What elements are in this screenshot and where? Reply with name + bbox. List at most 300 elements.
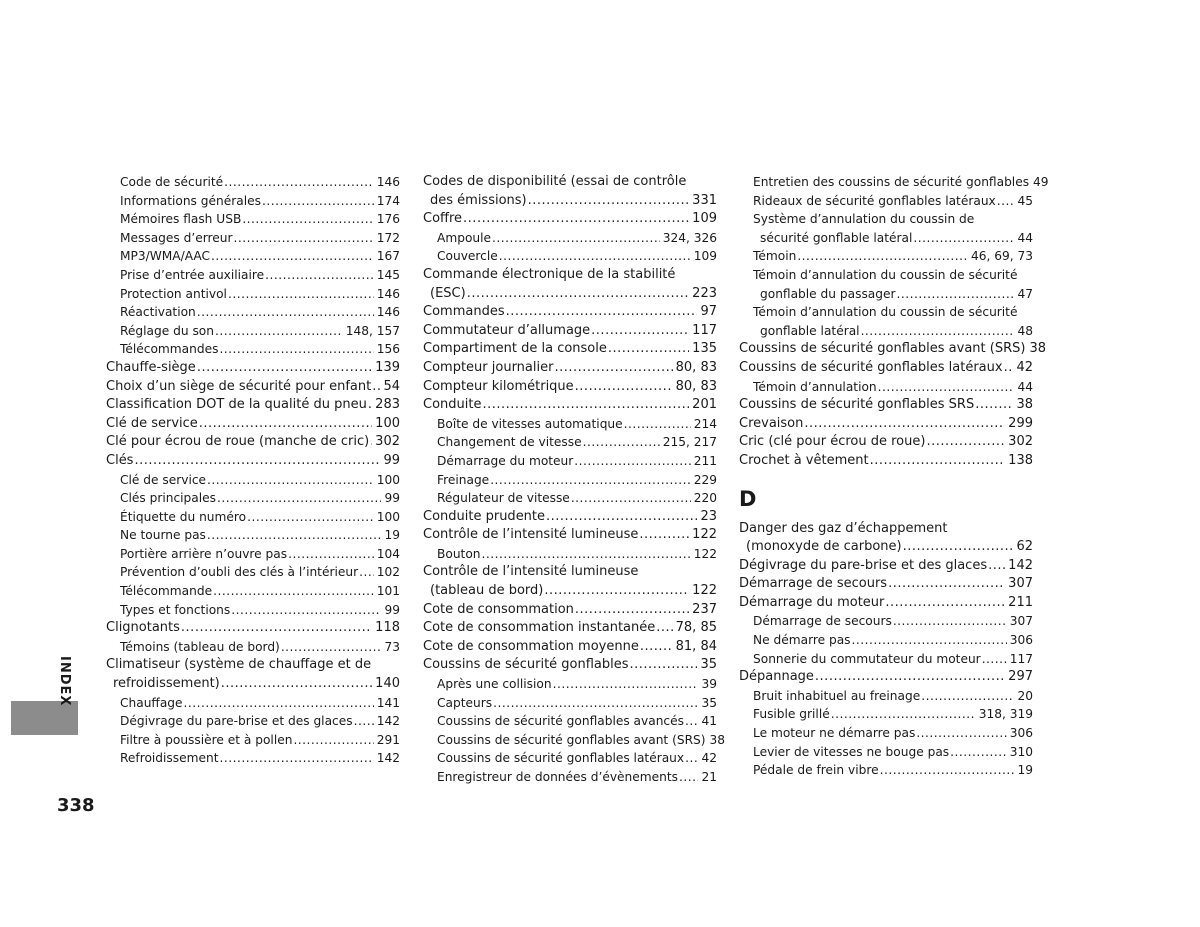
index-subentry [106, 229, 400, 248]
index-entry [739, 538, 1033, 557]
entry-text: Bruit inhabituel au freinage [753, 688, 921, 703]
entry-page-reference: 297 [1008, 669, 1033, 685]
dot-leader [219, 340, 373, 359]
entry-text: Commutateur d’allumage [423, 322, 591, 338]
index-entry [423, 340, 717, 359]
dot-leader [926, 433, 1005, 452]
index-subentry [739, 705, 1033, 724]
index-tab-label: INDEX [57, 656, 72, 707]
entry-page-reference: 302 [375, 434, 400, 450]
entry-text: Coussins de sécurité gonflables avant (SRS) [437, 732, 706, 747]
entry-text: Classification DOT de la qualité du pneu [106, 397, 367, 413]
index-entry [423, 526, 717, 545]
entry-page-reference: 223 [692, 285, 717, 301]
dot-leader [639, 526, 689, 545]
dot-leader [221, 675, 372, 694]
entry-text: des émissions) [430, 192, 527, 208]
entry-page-reference: 81, 84 [675, 638, 717, 654]
dot-leader [916, 724, 1006, 743]
entry-page-reference: 54 [383, 378, 400, 394]
entry-page-reference: 21 [701, 770, 717, 784]
dot-leader [575, 378, 673, 397]
index-subentry [106, 303, 400, 322]
dot-leader [134, 452, 380, 471]
index-entry [739, 594, 1033, 613]
entry-page-reference: 172 [376, 230, 400, 245]
index-subentry [739, 612, 1033, 631]
entry-text: Commande électronique de la stabilité [423, 266, 676, 282]
dot-leader [685, 749, 698, 768]
entry-page-reference: 19 [1017, 763, 1033, 778]
entry-page-reference: 100 [375, 415, 400, 431]
entry-page-reference: 307 [1009, 614, 1033, 629]
entry-text: Compartiment de la console [423, 341, 607, 357]
entry-page-reference: 99 [383, 452, 400, 468]
dot-leader [685, 712, 699, 731]
index-subentry [739, 322, 1033, 341]
entry-text: MP3/WMA/AAC [120, 249, 211, 264]
entry-text: Climatiseur (système de chauffage et de [106, 657, 372, 673]
entry-text: Dépannage [739, 669, 814, 685]
index-entry [423, 359, 717, 378]
entry-page-reference: 102 [376, 565, 400, 580]
index-subentry [106, 712, 400, 731]
index-subentry [106, 601, 400, 620]
dot-leader [493, 694, 698, 713]
entry-text: Rideaux de sécurité gonflables latéraux [753, 193, 996, 208]
index-entry [739, 433, 1033, 452]
index-column-2 [423, 173, 726, 787]
index-subentry [423, 545, 717, 564]
entry-text: Messages d’erreur [120, 230, 233, 245]
entry-text: Coffre [423, 211, 463, 227]
entry-page-reference: 167 [376, 249, 400, 264]
entry-page-reference: 306 [1009, 726, 1033, 741]
entry-page-reference: 215, 217 [662, 435, 717, 450]
entry-page-reference: 117 [692, 322, 717, 338]
entry-text: Bouton [437, 546, 481, 561]
entry-text: Enregistreur de données d’évènements [437, 770, 679, 784]
entry-text: Protection antivol [120, 286, 227, 301]
entry-page-reference: 146 [376, 286, 400, 301]
dot-leader [861, 322, 1015, 341]
entry-page-reference: 142 [1008, 557, 1033, 573]
entry-text: Clés principales [120, 491, 217, 506]
dot-leader [608, 340, 689, 359]
entry-page-reference: 148, 157 [345, 323, 400, 338]
entry-text: Portière arrière n’ouvre pas [120, 546, 288, 561]
entry-text: Cote de consommation instantanée [423, 620, 656, 636]
entry-page-reference: 44 [1017, 230, 1033, 245]
dot-leader [656, 619, 672, 638]
entry-text: Choix d’un siège de sécurité pour enfant [106, 378, 372, 394]
entry-text: Clé pour écrou de roue (manche de cric) [106, 434, 370, 450]
entry-text: Capteurs [437, 695, 493, 710]
index-entry [739, 575, 1033, 594]
entry-page-reference: 214 [693, 416, 717, 431]
dot-leader [492, 229, 660, 248]
index-subentry [739, 303, 1033, 322]
index-entry [423, 192, 717, 211]
entry-page-reference: 201 [692, 397, 717, 413]
index-subentry [739, 210, 1033, 229]
entry-page-reference: 46, 69, 73 [970, 249, 1033, 264]
dot-leader [262, 192, 374, 211]
dot-leader [213, 582, 374, 601]
entry-text: Témoin d’annulation [753, 379, 877, 394]
entry-text: Crochet à vêtement [739, 452, 869, 468]
entry-page-reference: 62 [1016, 539, 1033, 555]
entry-text: Refroidissement [120, 751, 219, 766]
index-entry [106, 396, 400, 415]
dot-leader [354, 712, 374, 731]
index-subentry [106, 489, 400, 508]
entry-page-reference: 100 [376, 472, 400, 487]
dot-leader [215, 322, 343, 341]
dot-leader [368, 396, 372, 415]
entry-page-reference: 99 [384, 491, 400, 506]
entry-text: Cric (clé pour écrou de roue) [739, 434, 926, 450]
entry-page-reference: 47 [1017, 286, 1033, 301]
index-entry [106, 359, 400, 378]
entry-text: Informations générales [120, 193, 261, 208]
entry-text: Sonnerie du commutateur du moteur [753, 651, 981, 666]
entry-text: Démarrage du moteur [739, 594, 885, 610]
entry-page-reference: 20 [1017, 688, 1033, 703]
entry-text: Clés [106, 452, 134, 468]
dot-leader [880, 761, 1015, 780]
dot-leader [878, 378, 1015, 397]
entry-page-reference: 48 [1017, 323, 1033, 338]
dot-leader [181, 619, 372, 638]
dot-leader [207, 526, 382, 545]
index-subentry [423, 712, 717, 731]
entry-page-reference: 19 [384, 528, 400, 543]
entry-page-reference: 156 [376, 342, 400, 357]
index-entry [423, 378, 717, 397]
entry-text: sécurité gonflable latéral [760, 230, 913, 245]
entry-text: Contrôle de l’intensité lumineuse [423, 527, 639, 543]
dot-leader [640, 638, 673, 657]
entry-text: (ESC) [430, 285, 466, 301]
entry-text: Mémoires flash USB [120, 212, 242, 227]
entry-page-reference: 101 [376, 584, 400, 599]
index-subentry [423, 452, 717, 471]
index-entry [423, 303, 717, 322]
entry-text: Après une collision [437, 677, 552, 692]
entry-page-reference: 35 [701, 695, 717, 710]
entry-text: Étiquette du numéro [120, 509, 247, 524]
index-subentry [739, 266, 1033, 285]
index-subentry [106, 173, 400, 192]
dot-leader [199, 415, 372, 434]
dot-leader [988, 557, 1005, 576]
entry-page-reference: 104 [376, 546, 400, 561]
entry-text: Entretien des coussins de sécurité gonflables [753, 175, 1030, 189]
entry-page-reference: 97 [700, 304, 717, 320]
index-entry [423, 656, 717, 675]
entry-text: Dégivrage du pare-brise et des glaces [739, 557, 988, 573]
entry-text: Clignotants [106, 620, 180, 636]
entry-page-reference: 146 [376, 305, 400, 320]
entry-text: Compteur kilométrique [423, 378, 574, 394]
entry-page-reference: 49 [1033, 175, 1049, 189]
index-subentry [106, 210, 400, 229]
entry-text: Témoin d’annulation du coussin de sécurité [753, 305, 1018, 320]
entry-text: Boîte de vitesses automatique [437, 416, 623, 431]
index-entry [423, 638, 717, 657]
entry-text: Coussins de sécurité gonflables SRS [739, 397, 975, 413]
entry-text: Télécommande [120, 584, 213, 599]
index-subentry [106, 694, 400, 713]
entry-text: Code de sécurité [120, 175, 224, 189]
dot-leader [482, 396, 689, 415]
dot-leader [571, 489, 691, 508]
index-entry [106, 378, 400, 397]
dot-leader [463, 210, 689, 229]
entry-text: Clé de service [120, 472, 207, 487]
index-subentry [106, 545, 400, 564]
index-entry [739, 396, 1033, 415]
entry-text: refroidissement) [113, 676, 220, 692]
dot-leader [372, 378, 380, 397]
dot-leader [679, 768, 698, 787]
entry-text: Types et fonctions [120, 602, 231, 617]
entry-page-reference: 44 [1017, 379, 1033, 394]
entry-text: Freinage [437, 472, 490, 487]
entry-text: Conduite prudente [423, 508, 546, 524]
index-subentry [423, 433, 717, 452]
entry-page-reference: 142 [376, 714, 400, 729]
entry-page-reference: 100 [376, 509, 400, 524]
entry-page-reference: 109 [692, 211, 717, 227]
entry-page-reference: 38 [1029, 341, 1046, 357]
index-subentry [106, 247, 400, 266]
entry-page-reference: 38 [709, 732, 726, 747]
index-subentry [739, 229, 1033, 248]
entry-page-reference: 35 [700, 657, 717, 673]
dot-leader [630, 656, 698, 675]
entry-text: Pédale de frein vibre [753, 763, 879, 778]
dot-leader [893, 612, 1007, 631]
index-entry [423, 508, 717, 527]
entry-page-reference: 23 [700, 508, 717, 524]
dot-leader [975, 396, 1013, 415]
dot-leader [467, 285, 689, 304]
dot-leader [574, 452, 690, 471]
entry-text: Télécommandes [120, 342, 219, 357]
entry-page-reference: 73 [384, 639, 400, 654]
dot-leader [921, 687, 1014, 706]
index-subentry [739, 378, 1033, 397]
entry-page-reference: 122 [693, 546, 717, 561]
entry-page-reference: 78, 85 [675, 620, 717, 636]
index-subentry [106, 340, 400, 359]
index-subentry [739, 285, 1033, 304]
dot-leader [242, 210, 373, 229]
index-subentry [423, 731, 726, 750]
entry-page-reference: 211 [693, 453, 717, 468]
entry-page-reference: 176 [376, 212, 400, 227]
index-subentry [739, 650, 1033, 669]
entry-page-reference: 306 [1009, 633, 1033, 648]
dot-leader [197, 303, 374, 322]
entry-text: Chauffage [120, 695, 183, 710]
entry-page-reference: 138 [1008, 452, 1033, 468]
entry-page-reference: 237 [692, 601, 717, 617]
entry-page-reference: 145 [376, 267, 400, 282]
index-subentry [106, 285, 400, 304]
index-subentry [106, 266, 400, 285]
entry-page-reference: 42 [1016, 359, 1033, 375]
entry-text: Chauffe-siège [106, 359, 196, 375]
dot-leader [247, 508, 374, 527]
index-entry [739, 520, 1033, 539]
entry-text: Coussins de sécurité gonflables latéraux [739, 359, 1003, 375]
index-entry [423, 601, 717, 620]
dot-leader [888, 575, 1005, 594]
dot-leader [528, 192, 690, 211]
dot-leader [231, 601, 381, 620]
entry-page-reference: 118 [375, 620, 400, 636]
entry-page-reference: 109 [693, 249, 717, 264]
index-entry [106, 619, 400, 638]
dot-leader [482, 545, 691, 564]
entry-text: Régulateur de vitesse [437, 491, 570, 506]
dot-leader [575, 601, 689, 620]
index-subentry [423, 229, 717, 248]
entry-page-reference: 283 [375, 397, 400, 413]
entry-page-reference: 80, 83 [675, 378, 717, 394]
entry-text: gonflable du passager [760, 286, 896, 301]
entry-text: Cote de consommation [423, 601, 574, 617]
dot-leader [852, 631, 1007, 650]
index-entry [423, 619, 717, 638]
entry-page-reference: 135 [692, 341, 717, 357]
entry-text: Réglage du son [120, 323, 214, 338]
index-entry [739, 668, 1033, 687]
index-subentry [106, 322, 400, 341]
entry-page-reference: 45 [1017, 193, 1033, 208]
index-entry [739, 359, 1033, 378]
dot-leader [997, 192, 1015, 211]
index-subentry [739, 743, 1033, 762]
index-subentry [423, 675, 717, 694]
dot-leader [885, 594, 1005, 613]
entry-text: Ampoule [437, 230, 492, 245]
dot-leader [370, 433, 372, 452]
dot-leader [359, 563, 374, 582]
dot-leader [1004, 359, 1014, 378]
dot-leader [897, 285, 1015, 304]
entry-text: Coussins de sécurité gonflables avant (SRS) [739, 341, 1026, 357]
entry-page-reference: 211 [1008, 594, 1033, 610]
dot-leader [207, 471, 374, 490]
index-entry [106, 415, 400, 434]
entry-text: Coussins de sécurité gonflables latéraux [437, 751, 685, 766]
entry-page-reference: 122 [692, 527, 717, 543]
dot-leader [234, 229, 374, 248]
dot-leader [224, 173, 374, 192]
index-subentry [106, 749, 400, 768]
index-subentry [739, 724, 1033, 743]
entry-text: Filtre à poussière et à pollen [120, 732, 293, 747]
entry-text: Coussins de sécurité gonflables [423, 657, 629, 673]
entry-text: Conduite [423, 397, 482, 413]
dot-leader [217, 489, 381, 508]
index-entry [423, 266, 717, 285]
index-subentry [106, 638, 400, 657]
index-subentry [106, 582, 400, 601]
index-entry [423, 173, 717, 192]
entry-text: Démarrage du moteur [437, 453, 574, 468]
index-subentry [106, 192, 400, 211]
dot-leader [624, 415, 691, 434]
dot-leader [506, 303, 698, 322]
index-entry [106, 452, 400, 471]
index-subentry [423, 749, 717, 768]
index-entry [423, 396, 717, 415]
index-subentry [739, 631, 1033, 650]
entry-text: Commandes [423, 304, 505, 320]
entry-text: Clé de service [106, 415, 198, 431]
dot-leader [553, 675, 699, 694]
dot-leader [544, 582, 689, 601]
index-entry [106, 675, 400, 694]
entry-page-reference: 80, 83 [675, 359, 717, 375]
dot-leader [591, 322, 689, 341]
entry-text: Compteur journalier [423, 359, 554, 375]
entry-page-reference: 310 [1009, 744, 1033, 759]
dot-leader [546, 508, 697, 527]
entry-page-reference: 146 [376, 175, 400, 189]
entry-text: Témoin d’annulation du coussin de sécurité [753, 267, 1018, 282]
dot-leader [281, 638, 382, 657]
index-subentry [106, 526, 400, 545]
index-subentry [423, 247, 717, 266]
entry-text: Le moteur ne démarre pas [753, 726, 916, 741]
index-subentry [739, 687, 1033, 706]
entry-page-reference: 99 [384, 602, 400, 617]
entry-text: (tableau de bord) [430, 583, 544, 599]
index-entry [423, 563, 717, 582]
entry-text: Ne démarre pas [753, 633, 851, 648]
index-subentry [106, 508, 400, 527]
dot-leader [554, 359, 672, 378]
entry-text: Témoin [753, 249, 797, 264]
dot-leader [815, 668, 1005, 687]
entry-page-reference: 42 [701, 751, 717, 766]
index-entry [423, 285, 717, 304]
index-column-1 [106, 173, 400, 768]
dot-leader [184, 694, 374, 713]
entry-text: Prévention d’oubli des clés à l’intérieur [120, 565, 359, 580]
dot-leader [228, 285, 374, 304]
entry-page-reference: 41 [701, 714, 717, 729]
entry-text: Levier de vitesses ne bouge pas [753, 744, 950, 759]
entry-page-reference: 331 [692, 192, 717, 208]
entry-text: Coussins de sécurité gonflables avancés [437, 714, 684, 729]
section-letter: D [739, 486, 757, 511]
dot-leader [265, 266, 374, 285]
index-subentry [739, 192, 1033, 211]
entry-page-reference: 142 [376, 751, 400, 766]
index-entry [739, 452, 1033, 471]
index-subentry [423, 694, 717, 713]
entry-page-reference: 299 [1008, 415, 1033, 431]
entry-page-reference: 174 [376, 193, 400, 208]
dot-leader [950, 743, 1007, 762]
